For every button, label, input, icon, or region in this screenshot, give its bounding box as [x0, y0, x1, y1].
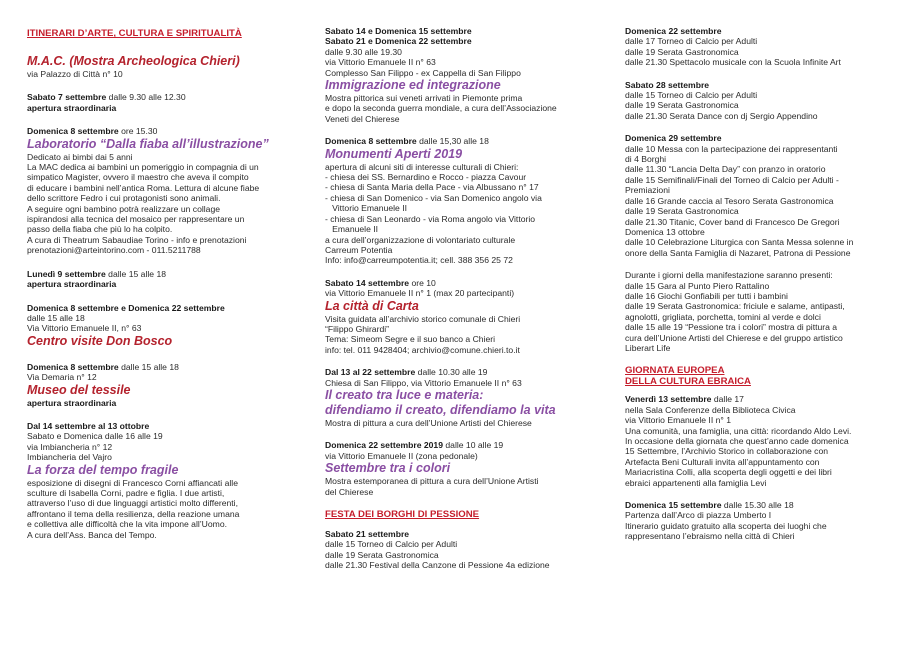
- info-line: Complesso San Filippo - ex Cappella di San Filippo: [325, 67, 521, 78]
- event-address: via Vittorio Emanuele II (zona pedonale): [325, 450, 478, 461]
- desc-line: di educare i bambini nell’antica Roma. Lettura di alcune fiabe: [27, 182, 260, 193]
- event-creato-luce: [325, 367, 605, 428]
- desc-line: nella Sala Conferenze della Biblioteca Civica: [625, 404, 796, 415]
- desc-line: e collettiva alle difficoltà che la vita impone all’Uomo.: [27, 519, 227, 530]
- program-line: dalle 19 Serata Gastronomica: [325, 549, 439, 560]
- program-line: agnolotti, grigliata, porchetta, tomini al verde e dolci: [625, 311, 821, 322]
- contact-line: info: tel. 011 9428404; archivio@comune.chieri.to.it: [325, 344, 520, 355]
- program-line: dalle 10 Celebrazione Liturgica con Santa Messa solenne in: [625, 237, 854, 248]
- event-giornata-ebraica: [625, 365, 895, 488]
- program-line: dalle 15 Semifinali/Finali del Torneo di Calcio per Adulti -: [625, 174, 839, 185]
- desc-line: “Filippo Ghirardi”: [325, 323, 389, 334]
- event-title: Il creato tra luce e materia:: [325, 387, 484, 402]
- event-settembre-colori: [325, 440, 605, 497]
- desc-line: A seguire ogni bambino potrà realizzare un collage: [27, 203, 221, 214]
- section-heading-ebraica: GIORNATA EUROPEA: [625, 365, 725, 377]
- program-line: dalle 21.30 Festival della Canzone di Pessione 4a edizione: [325, 560, 550, 571]
- event-date: Sabato 21 settembre: [325, 529, 410, 539]
- program-line: dalle 15 Torneo di Calcio per Adulti: [325, 539, 458, 550]
- desc-line: del Chierese: [325, 486, 374, 497]
- desc-line: simpatico Magister, ovvero il maestro che aveva il compito: [27, 172, 249, 183]
- event-address: Via Vittorio Emanuele II, n° 63: [27, 323, 142, 334]
- event-date: Domenica 8 settembre e Domenica 22 settembre: [27, 302, 225, 313]
- event-don-bosco: [27, 303, 297, 349]
- event-address: via Vittorio Emanuele II n° 1 (max 20 partecipanti): [325, 288, 515, 299]
- event-museo-tessile: [27, 362, 297, 408]
- event-title: La forza del tempo fragile: [27, 462, 179, 477]
- desc-line: Mostra pittorica sui veneti arrivati in Piemonte prima: [325, 93, 523, 104]
- event-title: La città di Carta: [325, 298, 419, 313]
- event-mac: [27, 54, 297, 79]
- desc-line: Tema: Simeom Segre e il suo banco a Chieri: [325, 334, 496, 345]
- program-line: cura dell’Unione Artisti del Chierese e del gruppo artistico: [625, 332, 843, 343]
- event-domenica-29: [625, 133, 895, 258]
- event-sabato-28: [625, 80, 895, 122]
- event-address: Chiesa di San Filippo, via Vittorio Emanuele II n° 63: [325, 377, 522, 388]
- desc-line: A cura di Theatrum Sabaudiae Torino - info e prenotazioni: [27, 234, 247, 245]
- event-note: apertura straordinaria: [27, 279, 117, 290]
- program-line: dalle 19 Serata Gastronomica: [625, 206, 739, 217]
- contact-line: Info: info@carreumpotentia.it; cell. 388 356 25 72: [325, 255, 513, 266]
- event-date: Dal 13 al 22 settembre: [325, 367, 416, 378]
- event-title: Museo del tessile: [27, 382, 131, 397]
- event-date: Domenica 8 settembre: [27, 126, 119, 137]
- event-note: apertura straordinaria: [27, 102, 117, 113]
- event-lunedi-9: [27, 269, 297, 290]
- event-date: Domenica 29 settembre: [625, 133, 722, 144]
- desc-line: Una comunità, una famiglia, una città: ricordando Aldo Levi.: [625, 425, 852, 436]
- desc-line: Dedicato ai bimbi dai 5 anni: [27, 151, 133, 162]
- desc-line: ispirandosi alla tecnica del mosaico per rappresentare un: [27, 214, 245, 225]
- event-monumenti-aperti: [325, 136, 605, 265]
- program-line: dalle 15 alle 19 “Pessione tra i colori” mostra di pittura a: [625, 322, 838, 333]
- event-date: Domenica 8 settembre: [27, 361, 119, 372]
- program-line: dalle 21.30 Titanic, Cover band di Francesco De Gregori: [625, 216, 840, 227]
- contact-line: prenotazioni@arteintorino.com - 011.5211788: [27, 245, 201, 256]
- program-line: Durante i giorni della manifestazione saranno presenti:: [625, 270, 833, 281]
- event-title: Settembre tra i colori: [325, 461, 451, 476]
- event-note: apertura straordinaria: [27, 397, 117, 408]
- column-right: [625, 26, 895, 554]
- event-time: dalle 15,30 alle 18: [416, 136, 489, 147]
- desc-line: - chiesa di San Leonardo - via Roma angolo via Vittorio: [325, 213, 536, 224]
- program-line: dalle 10 Messa con la partecipazione dei rappresentanti: [625, 143, 838, 154]
- desc-line: Carreum Potentia: [325, 244, 393, 255]
- desc-line: Artefacta Beni Culturali invita all’appuntamento con: [625, 456, 820, 467]
- program-line: Premiazioni: [625, 185, 670, 196]
- event-laboratorio: [27, 126, 297, 255]
- program-line: dalle 19 Serata Gastronomica: [625, 46, 739, 57]
- desc-line: - chiesa di Santa Maria della Pace - via Albussano n° 17: [325, 182, 539, 193]
- event-time: dalle 17: [711, 394, 744, 405]
- program-line: Liberart Life: [625, 342, 671, 353]
- event-forza-tempo: [27, 421, 297, 540]
- program-line: dalle 17 Torneo di Calcio per Adulti: [625, 36, 758, 47]
- program-line: onore della Santa Famiglia di Nazaret, Patrona di Pessione: [625, 247, 851, 258]
- desc-line: Mariacristina Colli, alla scoperta degli oggetti e dei libri: [625, 467, 832, 478]
- event-date: Sabato 14 e Domenica 15 settembre: [325, 26, 472, 36]
- program-line: dalle 15 Torneo di Calcio per Adulti: [625, 90, 758, 101]
- program-line: dalle 16 Giochi Gonfiabili per tutti i bambini: [625, 290, 788, 301]
- desc-line: a cura dell’organizzazione di volontariato culturale: [325, 234, 516, 245]
- event-domenica-22: [625, 26, 895, 68]
- column-left: [27, 28, 297, 553]
- desc-line: Mostra estemporanea di pittura a cura dell’Unione Artisti: [325, 476, 539, 487]
- desc-line: passo della fiaba che più lo ha colpito.: [27, 224, 173, 235]
- program-line: dalle 21.30 Serata Dance con dj Sergio Appendino: [625, 110, 818, 121]
- desc-line: esposizione di disegni di Francesco Corni affiancati alle: [27, 477, 238, 488]
- event-date: Domenica 15 settembre: [625, 500, 722, 511]
- desc-line: via Vittorio Emanuele II n° 1: [625, 415, 731, 426]
- event-time: dalle 15 alle 18: [27, 312, 85, 323]
- info-line: via Vittorio Emanuele II n° 63: [325, 57, 436, 68]
- desc-line: Partenza dall’Arco di piazza Umberto I: [625, 510, 772, 521]
- section-heading-itinerari: ITINERARI D’ARTE, CULTURA E SPIRITUALITÀ: [27, 28, 242, 39]
- event-title: Laboratorio “Dalla fiaba all’illustrazione”: [27, 136, 269, 151]
- event-time: dalle 15 alle 18: [105, 268, 166, 279]
- event-title: Centro visite Don Bosco: [27, 333, 173, 348]
- desc-line: - chiesa dei SS. Bernardino e Rocco - piazza Cavour: [325, 172, 527, 183]
- event-date: Dal 14 settembre al 13 ottobre: [27, 420, 150, 431]
- event-time: dalle 15 alle 18: [118, 361, 179, 372]
- event-date: Sabato 14 settembre: [325, 277, 410, 288]
- event-time: ore 15.30: [118, 126, 158, 137]
- desc-line: Itinerario guidato gratuito alla scoperta dei luoghi che: [625, 520, 827, 531]
- event-title: M.A.C. (Mostra Archeologica Chieri): [27, 54, 240, 68]
- program-line: dalle 15 Gara al Punto Piero Rattalino: [625, 280, 770, 291]
- desc-line: Vittorio Emanuele II: [325, 203, 408, 214]
- desc-line: La MAC dedica ai bambini un pomeriggio in compagnia di un: [27, 162, 259, 173]
- event-address: via Palazzo di Città n° 10: [27, 69, 123, 79]
- event-date: Sabato 28 settembre: [625, 79, 710, 90]
- event-date: Sabato 21 e Domenica 22 settembre: [325, 36, 472, 47]
- desc-line: Visita guidata all’archivio storico comunale di Chieri: [325, 313, 521, 324]
- desc-line: Mostra di pittura a cura dell’Unione Artisti del Chierese: [325, 417, 532, 428]
- info-line: dalle 9.30 alle 19.30: [325, 46, 402, 57]
- program-line: dalle 11.30 “Lancia Delta Day” con pranzo in oratorio: [625, 164, 826, 175]
- info-line: Imbiancheria del Vajro: [27, 452, 112, 463]
- desc-line: ebraici appartenenti alla famiglia Levi: [625, 477, 767, 488]
- event-date: Domenica 22 settembre: [625, 26, 722, 36]
- event-date: Domenica 22 settembre 2019: [325, 440, 443, 451]
- program-line: dalle 19 Serata Gastronomica: friciule e salame, antipasti,: [625, 301, 845, 312]
- desc-line: e dopo la seconda guerra mondiale, a cura dell’Associazione: [325, 103, 557, 114]
- event-date: Venerdì 13 settembre: [625, 394, 712, 405]
- event-citta-carta: [325, 278, 605, 355]
- event-time: dalle 10.30 alle 19: [415, 367, 488, 378]
- desc-line: Veneti del Chierese: [325, 113, 400, 124]
- program-line: dalle 21.30 Spettacolo musicale con la Scuola Infinite Art: [625, 57, 841, 68]
- program-line: dalle 19 Serata Gastronomica: [625, 100, 739, 111]
- desc-line: In occasione della giornata che quest’anno cade domenica: [625, 436, 849, 446]
- event-date: Domenica 8 settembre: [325, 136, 417, 147]
- desc-line: attraverso l’uso di due linguaggi artistici molto differenti,: [27, 498, 238, 509]
- event-immigrazione: [325, 26, 605, 124]
- event-time: ore 10: [409, 277, 436, 288]
- section-heading-ebraica-line2: DELLA CULTURA EBRAICA: [625, 376, 751, 388]
- event-address: Via Demaria n° 12: [27, 372, 97, 383]
- section-heading-festa: FESTA DEI BORGHI DI PESSIONE: [325, 509, 480, 520]
- event-title: Immigrazione ed integrazione: [325, 78, 501, 93]
- program-line: dalle 16 Grande caccia al Tesoro Serata Gastronomica: [625, 195, 834, 206]
- info-line: Sabato e Domenica dalle 16 alle 19: [27, 431, 163, 442]
- event-date: Lunedì 9 settembre: [27, 268, 106, 279]
- event-sabato-7: [27, 92, 297, 113]
- manifestazione-info: [625, 270, 895, 353]
- desc-line: apertura di alcuni siti di interesse culturali di Chieri:: [325, 161, 519, 172]
- event-time: dalle 9.30 alle 12.30: [106, 92, 186, 103]
- desc-line: A cura dell’Ass. Banca del Tempo.: [27, 529, 157, 540]
- desc-line: 15 Settembre, l’Archivio Storico in collaborazione con: [625, 446, 829, 457]
- event-domenica-15: [625, 500, 895, 542]
- program-line: di 4 Borghi: [625, 154, 667, 165]
- desc-line: sculture di Isabella Corni, padre e figlia. I due artisti,: [27, 487, 225, 498]
- event-time: dalle 15.30 alle 18: [721, 500, 794, 511]
- event-festa-borghi: [325, 509, 605, 571]
- event-time: dalle 10 alle 19: [443, 440, 504, 451]
- desc-line: Emanuele II: [325, 224, 379, 235]
- desc-line: rappresentano l’ebraismo nella città di Chieri: [625, 531, 795, 542]
- program-line: Domenica 13 ottobre: [625, 226, 705, 237]
- desc-line: dello scrittore Fedro i cui protagonisti sono animali.: [27, 193, 221, 204]
- column-middle: [325, 26, 605, 583]
- event-date: Sabato 7 settembre: [27, 92, 107, 103]
- event-title: Monumenti Aperti 2019: [325, 146, 463, 161]
- info-line: via Imbiancheria n° 12: [27, 441, 113, 452]
- event-title-line2: difendiamo il creato, difendiamo la vita: [325, 402, 556, 417]
- desc-line: - chiesa di San Domenico - via San Domenico angolo via: [325, 192, 542, 203]
- desc-line: affrontano il tema della resilienza, della reazione umana: [27, 508, 240, 519]
